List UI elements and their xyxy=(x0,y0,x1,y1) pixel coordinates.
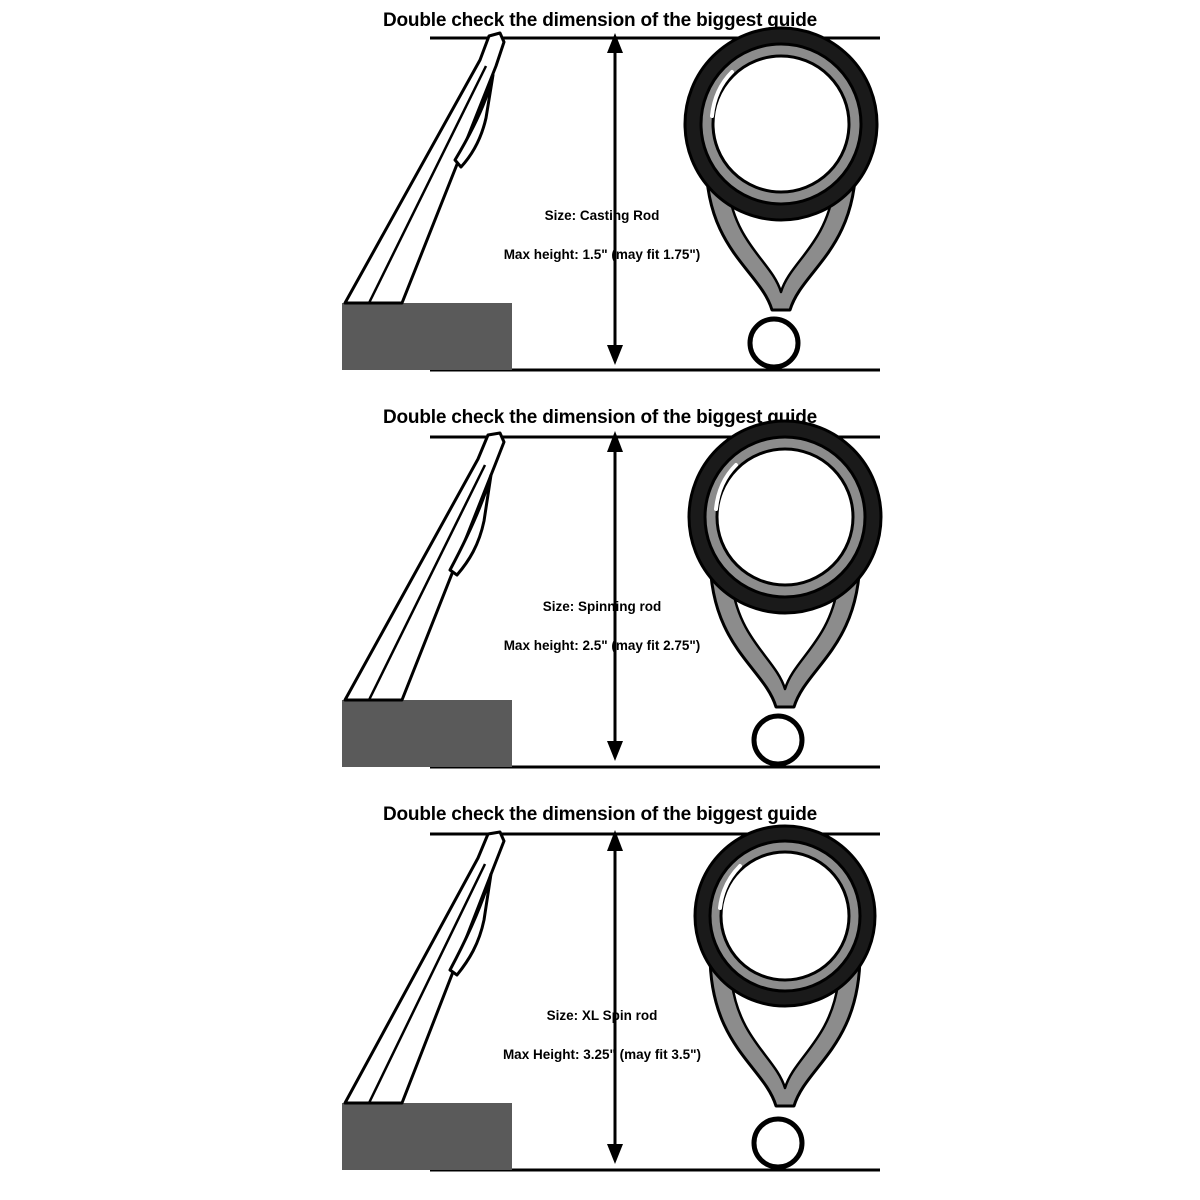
panel-title: Double check the dimension of the biggest guide xyxy=(383,10,817,31)
panel-casting xyxy=(0,0,1200,390)
guide-ring-inner xyxy=(713,56,849,192)
caption-size-line: Size: Casting Rod xyxy=(544,207,660,223)
caption-size-line: Size: XL Spin rod xyxy=(546,1007,658,1023)
dimension-arrow-head-bottom xyxy=(607,1144,623,1164)
panel-xl-spin xyxy=(0,790,1200,1200)
rod-blank-inner-line xyxy=(369,66,486,303)
panel-caption xyxy=(442,186,762,264)
panel-title: Double check the dimension of the biggest guide xyxy=(383,804,817,825)
dimension-arrow-head-bottom xyxy=(607,345,623,365)
guide-tube-ring xyxy=(754,716,802,764)
panel-caption xyxy=(442,577,762,655)
guide-tube-ring xyxy=(754,1119,802,1167)
caption-height-line: Max height: 2.5" (may fit 2.75") xyxy=(503,637,701,653)
dimension-arrow-head-bottom xyxy=(607,741,623,761)
reel-seat-block xyxy=(342,303,512,370)
guide-ring-inner xyxy=(721,852,849,980)
guide-ring-inner xyxy=(717,449,853,585)
rod-blank-inner-line xyxy=(369,864,485,1103)
reel-seat-block xyxy=(342,1103,512,1170)
caption-height-line: Max height: 1.5" (may fit 1.75") xyxy=(503,246,701,262)
panel-spinning xyxy=(0,395,1200,785)
dimension-arrow-head-top xyxy=(607,33,623,53)
caption-height-line: Max Height: 3.25" (may fit 3.5") xyxy=(502,1046,702,1062)
panel-title: Double check the dimension of the biggest guide xyxy=(383,407,817,428)
guide-tube-ring xyxy=(750,319,798,367)
dimension-arrow-head-top xyxy=(607,431,623,452)
caption-size-line: Size: Spinning rod xyxy=(542,598,662,614)
panel-caption xyxy=(442,986,762,1064)
reel-seat-block xyxy=(342,700,512,767)
